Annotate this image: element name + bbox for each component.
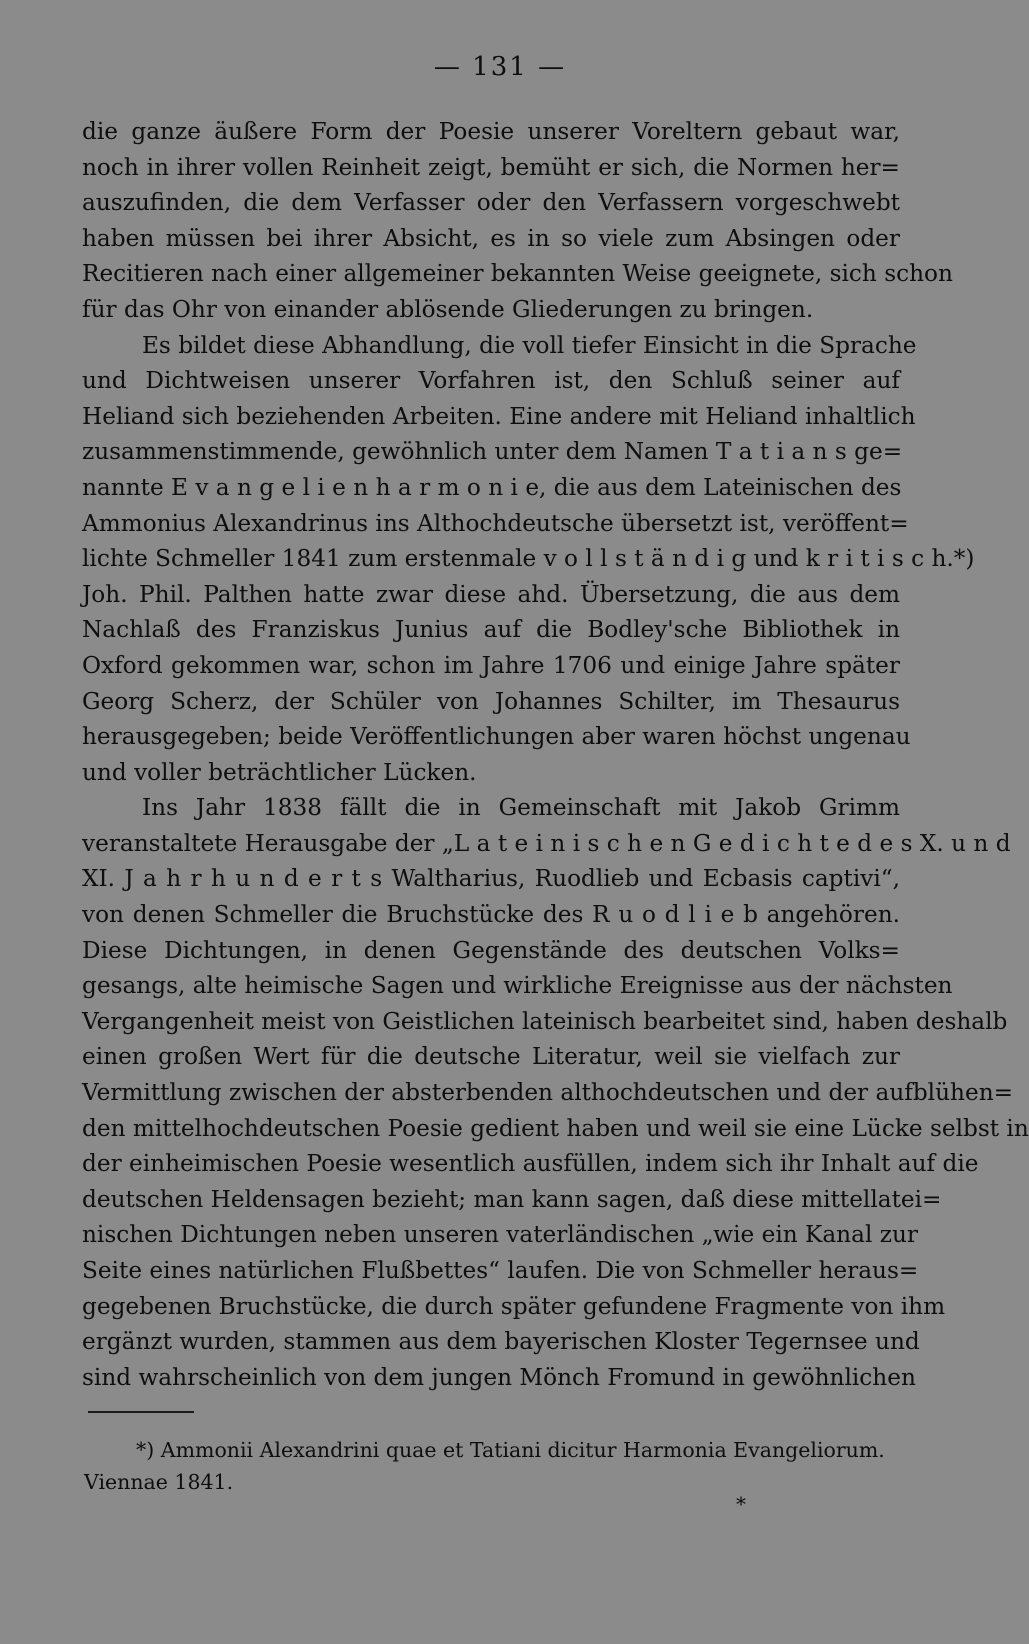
- text-line: für das Ohr von einander ablösende Gliederungen zu bringen.: [82, 295, 814, 323]
- text-line: deutschen Heldensagen bezieht; man kann sagen, daß diese mittellatei=: [82, 1185, 942, 1213]
- text-line: Ammonius Alexandrinus ins Althochdeutsche übersetzt ist, veröffent=: [82, 509, 909, 537]
- text-line: XI. J a h r h u n d e r t s Waltharius, Ruodlieb und Ecbasis captivi“,: [82, 865, 900, 893]
- text-line: Nachlaß des Franziskus Junius auf die Bodley'sche Bibliothek in: [82, 616, 900, 644]
- text-line: Es bildet diese Abhandlung, die voll tiefer Einsicht in die Sprache: [142, 331, 917, 359]
- text-line: die ganze äußere Form der Poesie unserer Voreltern gebaut war,: [82, 118, 900, 145]
- text-line: Ins Jahr 1838 fällt die in Gemeinschaft mit Jakob Grimm: [142, 794, 900, 822]
- text-line: zusammenstimmende, gewöhnlich unter dem Namen T a t i a n s ge=: [82, 438, 903, 466]
- page-number: — 131 —: [433, 52, 567, 82]
- main-text: [82, 114, 1029, 1395]
- text-line: gegebenen Bruchstücke, die durch später gefundene Fragmente von ihm: [82, 1292, 946, 1320]
- text-line: nannte E v a n g e l i e n h a r m o n i e, die aus dem Lateinischen des: [82, 473, 902, 501]
- footnote-line: Viennae 1841.: [84, 1470, 234, 1494]
- text-line: Joh. Phil. Palthen hatte zwar diese ahd. Übersetzung, die aus dem: [82, 580, 900, 608]
- text-line: veranstaltete Herausgabe der „L a t e i n i s c h e n G e d i c h t e d e s X. u n d: [82, 829, 1011, 857]
- text-line: ergänzt wurden, stammen aus dem bayerischen Kloster Tegernsee und: [82, 1328, 920, 1356]
- text-line: Diese Dichtungen, in denen Gegenstände des deutschen Volks=: [82, 936, 900, 964]
- text-line: einen großen Wert für die deutsche Literatur, weil sie vielfach zur: [82, 1043, 900, 1071]
- text-line: noch in ihrer vollen Reinheit zeigt, bemüht er sich, die Normen her=: [82, 153, 900, 181]
- text-line: Oxford gekommen war, schon im Jahre 1706 und einige Jahre später: [82, 651, 900, 679]
- text-line: Recitieren nach einer allgemeiner bekannten Weise geeignete, sich schon: [82, 260, 953, 288]
- text-line: von denen Schmeller die Bruchstücke des R u o d l i e b angehören.: [82, 901, 900, 929]
- signature-mark: *: [736, 1492, 746, 1516]
- text-line: sind wahrscheinlich von dem jungen Mönch Fromund in gewöhnlichen: [82, 1363, 916, 1391]
- text-line: Georg Scherz, der Schüler von Johannes Schilter, im Thesaurus: [82, 687, 900, 715]
- footnote-separator: [88, 1411, 194, 1413]
- text-line: Seite eines natürlichen Flußbettes“ laufen. Die von Schmeller heraus=: [82, 1257, 919, 1284]
- text-line: haben müssen bei ihrer Absicht, es in so viele zum Absingen oder: [82, 224, 900, 252]
- text-line: Vermittlung zwischen der absterbenden althochdeutschen und der aufblühen=: [82, 1079, 1014, 1107]
- text-line: auszufinden, die dem Verfasser oder den Verfassern vorgeschwebt: [82, 189, 900, 217]
- text-line: und Dichtweisen unserer Vorfahren ist, den Schluß seiner auf: [82, 367, 900, 395]
- text-line: herausgegeben; beide Veröffentlichungen aber waren höchst ungenau: [82, 723, 911, 751]
- text-line: den mittelhochdeutschen Poesie gedient haben und weil sie eine Lücke selbst in: [82, 1114, 1029, 1142]
- footnote-line: *) Ammonii Alexandrini quae et Tatiani dicitur Harmonia Evangeliorum.: [136, 1438, 885, 1462]
- text-line: nischen Dichtungen neben unseren vaterländischen „wie ein Kanal zur: [82, 1221, 918, 1249]
- text-line: Heliand sich beziehenden Arbeiten. Eine andere mit Heliand inhaltlich: [82, 402, 916, 430]
- text-line: gesangs, alte heimische Sagen und wirkliche Ereignisse aus der nächsten: [82, 972, 953, 1000]
- text-line: Vergangenheit meist von Geistlichen lateinisch bearbeitet sind, haben deshalb: [82, 1007, 1008, 1035]
- footnote: [84, 1434, 904, 1498]
- text-line: der einheimischen Poesie wesentlich ausfüllen, indem sich ihr Inhalt auf die: [82, 1150, 979, 1178]
- text-line: und voller beträchtlicher Lücken.: [82, 758, 477, 786]
- text-line: lichte Schmeller 1841 zum erstenmale v o l l s t ä n d i g und k r i t i s c h.*): [82, 545, 975, 573]
